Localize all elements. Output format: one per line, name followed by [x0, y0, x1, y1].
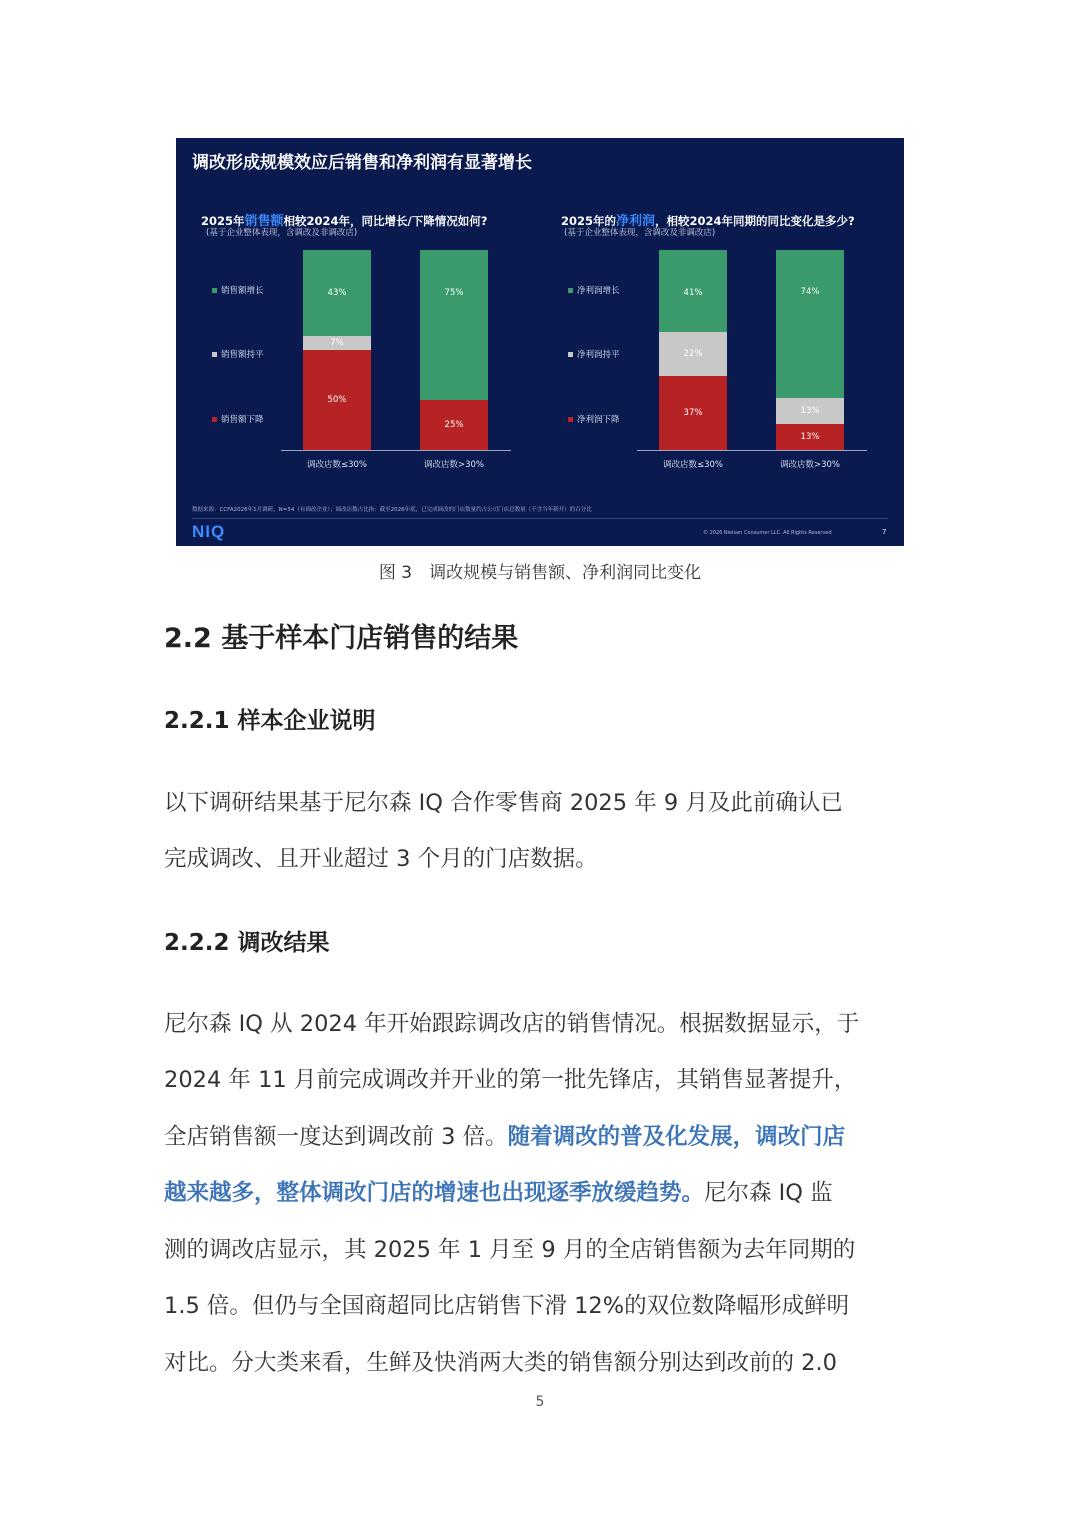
figure-copyright: © 2026 Nielsen Consumer LLC. All Rights Reserved — [703, 530, 832, 536]
paragraph-line — [164, 1119, 924, 1151]
bar-segment-growth — [659, 250, 727, 332]
paragraph-line: 2024 年 11 月前完成调改并开业的第一批先锋店，其销售显著提升， — [164, 1067, 857, 1093]
legend-swatch-gray — [568, 352, 573, 357]
figure-source-note: 数据来源：CCFA2026年1月调研，N=54（有调改企业）；调改店数占比指：截至2026年底，已完成调改的门店数量约占公司门店总数量（不含当年新开）的百分比 — [192, 507, 592, 513]
left-question-pre: 2025年 — [201, 214, 245, 228]
emphasis-text: 随着调改的普及化发展，调改门店 — [507, 1124, 846, 1150]
section-heading: 2.2 基于样本门店销售的结果 — [164, 623, 519, 654]
bar-segment-decline — [420, 400, 488, 450]
data-label: 43% — [327, 288, 347, 298]
legend-label: 销售额持平 — [221, 350, 264, 360]
legend-sales-decline — [212, 413, 264, 425]
right-question-highlight: 净利润 — [616, 214, 656, 229]
legend-label: 净利润下降 — [577, 415, 620, 425]
legend-swatch-gray — [212, 352, 217, 357]
figure-title: 调改形成规模效应后销售和净利润有显著增长 — [192, 153, 532, 173]
bar-segment-growth — [303, 250, 371, 336]
bar-segment-decline — [303, 350, 371, 450]
legend-label: 销售额下降 — [221, 415, 264, 425]
paragraph-line — [164, 1175, 924, 1207]
data-label: 22% — [683, 349, 703, 359]
stacked-bar — [659, 250, 727, 450]
right-panel-note: (基于企业整体表现，含调改及非调改店) — [564, 228, 716, 238]
data-label: 7% — [330, 338, 344, 348]
paragraph-line: 1.5 倍。但仍与全国商超同比店销售下滑 12%的双位数降幅形成鲜明 — [164, 1293, 850, 1319]
data-label: 13% — [800, 432, 820, 442]
plain-text: 全店销售额一度达到调改前 3 倍。 — [164, 1124, 508, 1150]
legend-swatch-red — [212, 417, 217, 422]
stacked-bar — [420, 250, 488, 450]
paragraph-line: 完成调改、且开业超过 3 个月的门店数据。 — [164, 846, 598, 872]
left-question-post: 相较2024年，同比增长/下降情况如何? — [283, 214, 488, 228]
bar-segment-growth — [776, 250, 844, 398]
x-axis-line — [281, 450, 511, 451]
data-label: 50% — [327, 395, 347, 405]
data-label: 25% — [444, 420, 464, 430]
x-axis-line — [637, 450, 867, 451]
bar-segment-decline — [659, 376, 727, 450]
bar-segment-flat — [776, 398, 844, 424]
x-tick-label: 调改店数≤30% — [306, 460, 367, 470]
paragraph-line: 对比。分大类来看，生鲜及快消两大类的销售额分别达到改前的 2.0 — [164, 1350, 837, 1376]
legend-label: 销售额增长 — [221, 286, 264, 296]
left-panel-note: (基于企业整体表现，含调改及非调改店) — [206, 228, 358, 238]
legend-swatch-red — [568, 417, 573, 422]
legend-profit-decline — [568, 413, 620, 425]
subsection-heading-sample: 2.2.1 样本企业说明 — [164, 708, 376, 734]
chart-figure — [176, 138, 904, 546]
x-tick-label: 调改店数>30% — [779, 460, 840, 470]
emphasis-text: 越来越多，整体调改门店的增速也出现逐季放缓趋势。 — [164, 1180, 705, 1206]
legend-swatch-green — [212, 288, 217, 293]
legend-sales-growth — [212, 284, 264, 296]
data-label: 41% — [683, 288, 703, 298]
figure-caption: 图 3 调改规模与销售额、净利润同比变化 — [378, 563, 702, 583]
paragraph-line: 测的调改店显示，其 2025 年 1 月至 9 月的全店销售额为去年同期的 — [164, 1237, 856, 1263]
bar-segment-flat — [303, 336, 371, 350]
data-label: 75% — [444, 287, 464, 298]
stacked-bar — [776, 250, 844, 450]
right-question-pre: 2025年的 — [561, 214, 617, 228]
legend-sales-flat — [212, 348, 264, 360]
right-question-post: ，相较2024年同期的同比变化是多少? — [655, 214, 855, 228]
subsection-heading-results: 2.2.2 调改结果 — [164, 930, 330, 956]
legend-label: 净利润持平 — [577, 350, 620, 360]
paragraph-line: 尼尔森 IQ 从 2024 年开始跟踪调改店的销售情况。根据数据显示，于 — [164, 1011, 860, 1037]
paragraph-line: 以下调研结果基于尼尔森 IQ 合作零售商 2025 年 9 月及此前确认已 — [164, 790, 843, 816]
figure-divider — [192, 518, 888, 519]
data-label: 74% — [800, 287, 820, 297]
x-tick-label: 调改店数>30% — [423, 460, 484, 470]
bar-segment-flat — [659, 332, 727, 376]
legend-label: 净利润增长 — [577, 286, 620, 296]
data-label: 13% — [800, 406, 820, 416]
bar-segment-decline — [776, 424, 844, 450]
stacked-bar — [303, 250, 371, 450]
legend-profit-growth — [568, 284, 620, 296]
bar-segment-growth — [420, 250, 488, 400]
niq-logo: NIQ — [192, 522, 226, 541]
legend-swatch-green — [568, 288, 573, 293]
left-question-highlight: 销售额 — [244, 214, 284, 229]
page-number: 5 — [535, 1394, 545, 1410]
figure-page-number: 7 — [882, 528, 887, 536]
legend-profit-flat — [568, 348, 620, 360]
data-label: 37% — [683, 408, 703, 418]
x-tick-label: 调改店数≤30% — [662, 460, 723, 470]
plain-text: 尼尔森 IQ 监 — [704, 1180, 833, 1206]
